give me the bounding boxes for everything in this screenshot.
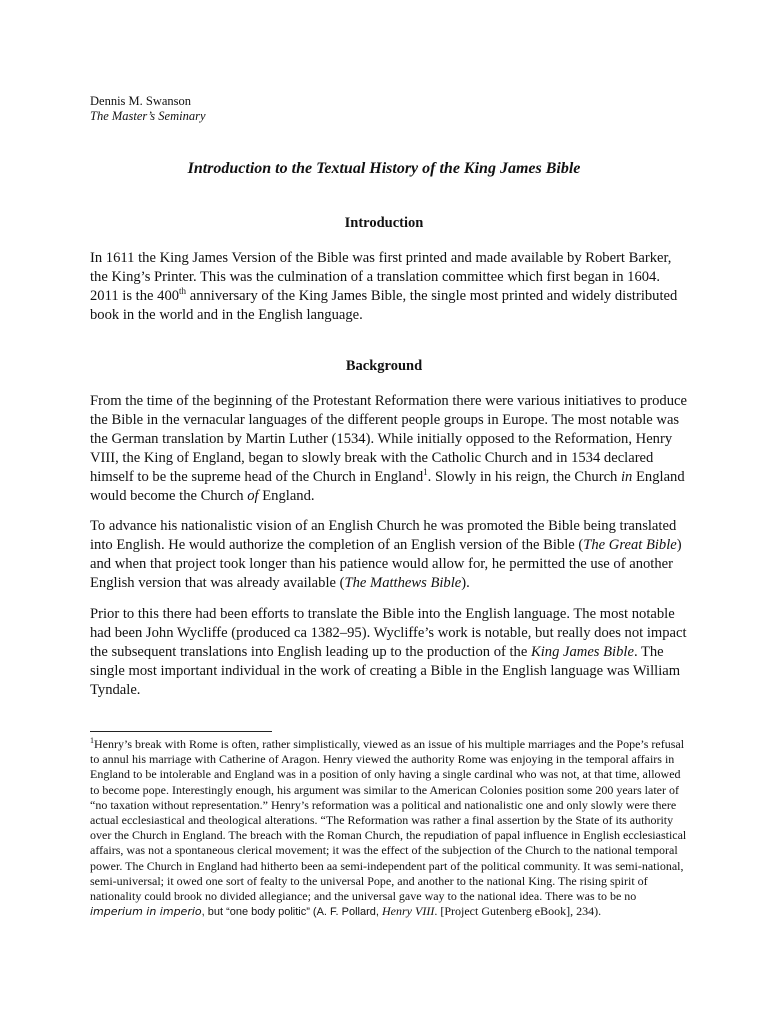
document-title: Introduction to the Textual History of the King James Bible: [187, 160, 581, 177]
section-heading-background: Background: [345, 358, 423, 374]
text-run: England.: [258, 488, 315, 504]
paragraph-background-1: [90, 392, 690, 506]
title-king-james-bible: King James Bible: [530, 644, 634, 660]
text-run: To advance his nationalistic vision of an English Church he was promoted the Bible being translated into English. He would authorize the completion of an English version of the Bible (: [90, 518, 677, 553]
text-run: . Slowly in his reign, the Church: [427, 469, 621, 485]
emphasis-in: in: [621, 469, 633, 485]
text-run: , but “one body politic” (A. F. Pollard,: [201, 906, 383, 919]
title-henry-viii: Henry VIII: [382, 904, 435, 919]
emphasis-of: of: [247, 488, 259, 504]
emphasis-imperium-in-imperio: imperium in imperio: [90, 905, 202, 919]
text-run: . [Project Gutenberg eBook], 234).: [434, 904, 602, 919]
text-run: Henry’s break with Rome is often, rather simplistically, viewed as an issue of his multiple marriages and the Pope’s refusal to annul his marriage with Catherine of Aragon. Henry viewed the authority Rome was enjoying in the temporal affairs in England to be intolerable and England was in a position of only having a single cardinal who was not, at that time, allowed to become pope. Interestingly enough, his argument was similar to the American Colonies position some 200 years later of “no taxation without representation.” Henry’s reformation was a political and nationalistic one and only slowly were there actual ecclesiastical and theological alterations. “The Reformation was rather a final assertion by the State of its authority over the Church in England. The breach with the Roman Church, the repudiation of papal influence in English ecclesiastical affairs, was not a spontaneous clerical movement; it was the effect of the subjection of the Church to the national temporal power. The Church in England had hitherto been aa semi-independent part of the political community. It was semi-national, semi-universal; it owed one sort of fealty to the universal Pope, and another to the national King. The rising spirit of nationality could brook no divided allegiance; and the universal gave way to the national idea. There was to be no: [90, 737, 687, 904]
text-run: England would become the Church: [90, 469, 685, 504]
text-run: In 1611 the King James Version of the Bible was first printed and made available by Robert Barker, the King’s Printer. This was the culmination of a translation committee which first began in 1604. 2011 is the 400: [90, 250, 672, 304]
text-run: ) and when that project took longer than his patience would allow for, he permitted the use of another English version that was already available (: [90, 537, 682, 591]
text-run: anniversary of the King James Bible, the single most printed and widely distributed book in the world and in the English language.: [90, 288, 678, 323]
section-heading-introduction: Introduction: [344, 215, 424, 231]
text-run: From the time of the beginning of the Protestant Reformation there were various initiatives to produce the Bible in the vernacular languages of the different people groups in Europe. The most notable was the German translation by Martin Luther (1534). While initially opposed to the Reformation, Henry VIII, the King of England, began to slowly break with the Catholic Church and in 1534 declared himself to be the supreme head of the Church in England: [90, 393, 687, 485]
author-name: Dennis M. Swanson: [90, 94, 192, 108]
footnote-divider: [90, 731, 272, 732]
footnote-reference[interactable]: 1: [423, 467, 428, 478]
title-great-bible: The Great Bible: [583, 537, 677, 553]
title-matthews-bible: The Matthews Bible: [344, 575, 462, 591]
author-institution: The Master’s Seminary: [90, 109, 206, 123]
footnote-marker: 1: [90, 736, 94, 745]
footnote-1: [90, 737, 688, 920]
text-run: . The single most important individual in the work of creating a Bible in the English language was William Tyndale.: [90, 644, 681, 698]
superscript-ordinal: th: [179, 286, 187, 297]
paragraph-introduction: [90, 249, 690, 325]
paragraph-background-2: [90, 517, 690, 593]
author-block: [90, 94, 206, 124]
paragraph-background-3: [90, 605, 690, 700]
text-run: Prior to this there had been efforts to translate the Bible into the English language. The most notable had been John Wycliffe (produced ca 1382–95). Wycliffe’s work is notable, but really does not impact the subsequent translations into English leading up to the production of the: [90, 606, 687, 660]
text-run: ).: [461, 575, 470, 591]
